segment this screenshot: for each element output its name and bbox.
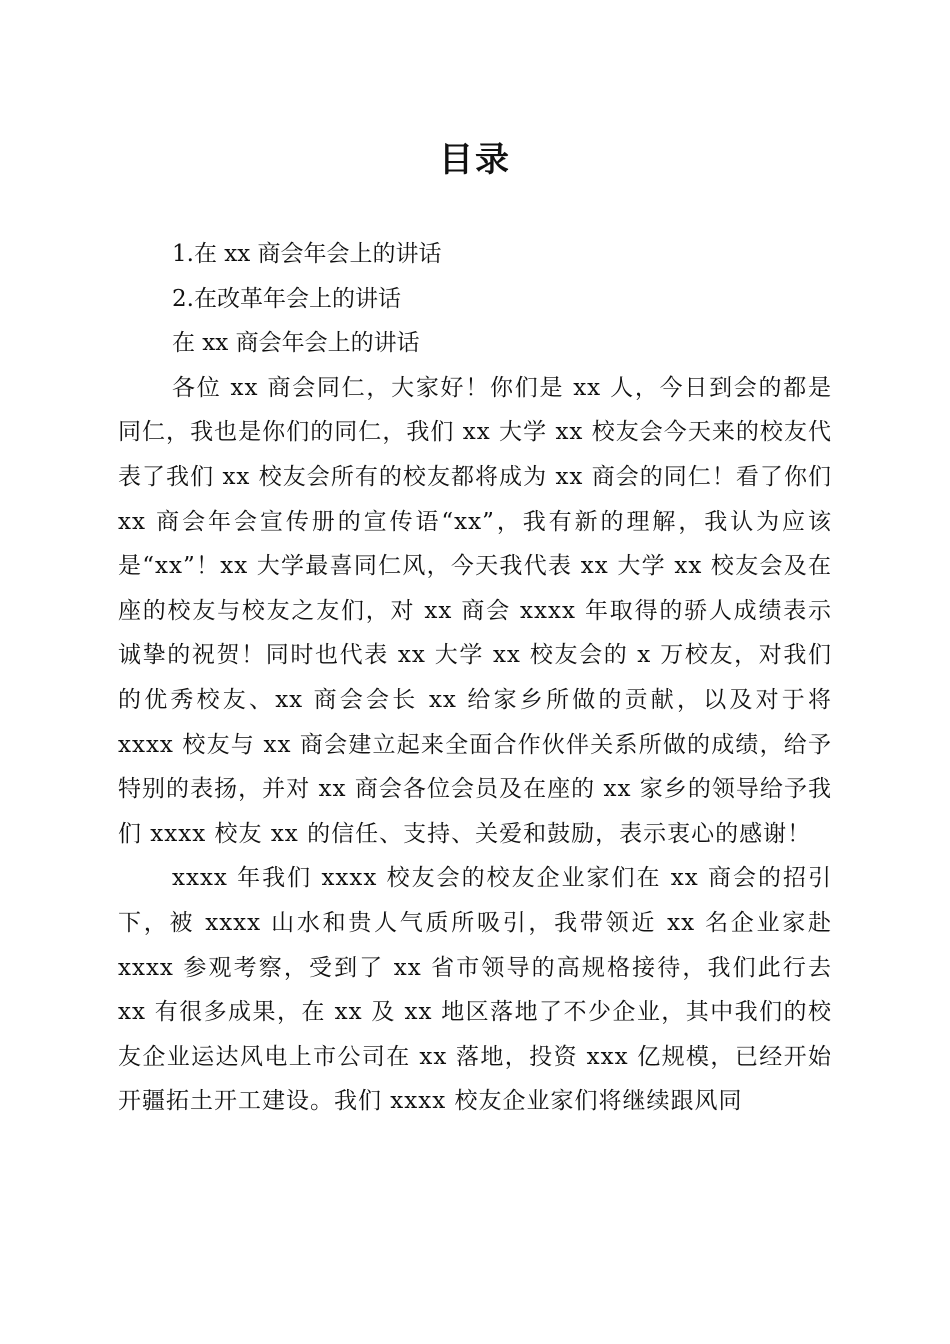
page-title: 目录 <box>439 140 511 180</box>
toc-item-2: 2.在改革年会上的讲话 <box>172 285 401 312</box>
toc-item-1: 1.在 xx 商会年会上的讲话 <box>172 241 442 267</box>
section-heading: 在 xx 商会年会上的讲话 <box>172 330 420 357</box>
document-body <box>118 232 832 1124</box>
paragraph-2: xxxx 年我们 xxxx 校友会的校友企业家们在 xx 商会的招引下，被 xxxx 山水和贵人气质所吸引，我带领近 xx 名企业家赴 xxxx 参观考察，受到了 xx 省市领导的高规格接待，我们此行去 xx 有很多成果，在 xx 及 xx 地区落地了不少企业，其中我们的校友企业运达风电上市公司在 xx 落地，投资 xxx 亿规模，已经开始开疆拓土开工建设。我们 xxxx 校友企业家们将继续跟风同 <box>118 865 832 1115</box>
paragraph-1: 各位 xx 商会同仁，大家好！你们是 xx 人，今日到会的都是同仁，我也是你们的同仁，我们 xx 大学 xx 校友会今天来的校友代表了我们 xx 校友会所有的校友都将成为 xx 商会的同仁！看了你们 xx 商会年会宣传册的宣传语“xx”，我有新的理解，我认为应该是“xx”！xx 大学最喜同仁风，今天我代表 xx 大学 xx 校友会及在座的校友与校友之友们，对 xx 商会 xxxx 年取得的骄人成绩表示诚挚的祝贺！同时也代表 xx 大学 xx 校友会的 x 万校友，对我们的优秀校友、xx 商会会长 xx 给家乡所做的贡献，以及对于将 xxxx 校友与 xx 商会建立起来全面合作伙伴关系所做的成绩，给予特别的表扬，并对 xx 商会各位会员及在座的 xx 家乡的领导给予我们 xxxx 校友 xx 的信任、支持、关爱和鼓励，表示衷心的感谢！ <box>118 374 832 847</box>
